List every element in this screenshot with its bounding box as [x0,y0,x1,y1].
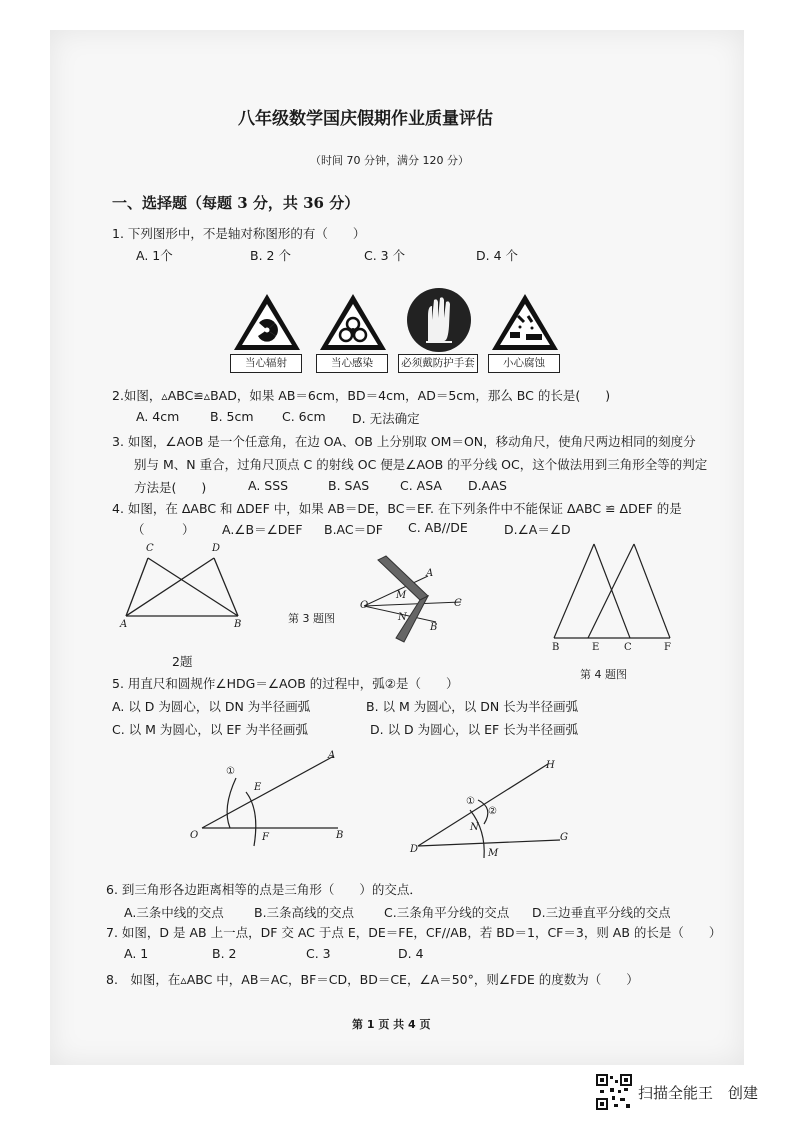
q5-left-label-b: B [336,830,344,841]
q2-option-a: A. 4cm [136,409,180,424]
q3-option-b: B. SAS [328,478,370,493]
q5-option-b: B. 以 M 为圆心，以 DN 长为半径画弧 [366,699,579,714]
q4-option-d: D.∠A＝∠D [504,522,571,537]
q2-label-a: A [120,619,128,630]
q5-right-arc-1: ① [466,796,475,807]
q5-right-label-n: N [470,822,479,833]
q5-left-label-a: A [328,750,336,761]
q6-option-d: D.三边垂直平分线的交点 [532,905,671,920]
q5-left-arc-1: ① [226,766,235,777]
q5-left-figure [186,748,356,848]
q3-label-n: N [398,612,407,623]
question-2: 2.如图，▵ABC≌▵BAD，如果 AB＝6cm，BD＝4cm，AD＝5cm，那么 BC 的长是( ) [112,388,611,403]
exam-title: 八年级数学国庆假期作业质量评估 [238,109,493,129]
q5-option-a: A. 以 D 为圆心，以 DN 为半径画弧 [112,699,311,714]
sign-label: 当心辐射 [230,354,302,373]
q5-option-d: D. 以 D 为圆心，以 EF 长为半径画弧 [370,722,579,737]
q4-figure [548,538,678,646]
q5-option-c: C. 以 M 为圆心，以 EF 为半径画弧 [112,722,308,737]
q3-label-b: B [430,622,438,633]
q4-option-c: C. AB//DE [408,520,468,535]
q2-option-c: C. 6cm [282,409,326,424]
gloves-icon [404,286,474,354]
question-1: 1. 下列图形中，不是轴对称图形的有（ ） [112,226,366,241]
q3-option-c: C. ASA [400,478,442,493]
q5-left-label-o: O [190,830,199,841]
q1-option-c: C. 3 个 [364,248,406,263]
q3-figure-caption: 第 3 题图 [288,612,335,625]
q4-label-b: B [552,642,560,653]
q7-option-d: D. 4 [398,946,424,961]
q4-figure-caption: 第 4 题图 [580,668,627,681]
sign-label: 小心腐蚀 [488,354,560,373]
radiation-sign [232,292,302,377]
question-4-line-1: 4. 如图，在 ΔABC 和 ΔDEF 中，如果 AB＝DE，BC＝EF. 在下列条件中不能保证 ΔABC ≌ ΔDEF 的是 [112,501,682,516]
question-5: 5. 用直尺和圆规作∠HDG＝∠AOB 的过程中，弧②是（ ） [112,676,459,691]
q7-option-b: B. 2 [212,946,237,961]
question-7: 7. 如图，D 是 AB 上一点，DF 交 AC 于点 E，DE＝FE，CF//AB，若 BD＝1，CF＝3，则 AB 的长是（ ） [106,925,722,940]
q3-label-a: A [426,568,434,579]
scanner-brand: 扫描全能王 创建 [638,1084,759,1102]
q2-figure-caption: 2题 [172,654,193,669]
question-4-line-2: （ ） [132,522,195,537]
q3-label-o: O [360,600,369,611]
q1-option-b: B. 2 个 [250,248,291,263]
q5-right-label-h: H [546,760,555,771]
q3-option-a: A. SSS [248,478,289,493]
corrosion-sign [490,292,560,377]
sign-label: 当心感染 [316,354,388,373]
question-3-line-3: 方法是( ) [134,480,207,495]
question-6: 6. 到三角形各边距离相等的点是三角形（ ）的交点． [106,882,422,897]
radiation-icon [232,292,302,354]
q2-label-d: D [212,543,221,554]
question-8: 8. 如图，在▵ABC 中，AB＝AC，BF＝CD，BD＝CE，∠A＝50°，则∠FDE 的度数为（ ） [106,972,639,987]
q5-left-label-e: E [254,782,262,793]
q2-label-b: B [234,619,242,630]
q1-option-a: A. 1个 [136,248,173,263]
q7-option-a: A. 1 [124,946,149,961]
q2-label-c: C [146,543,154,554]
biohazard-sign [318,292,388,377]
qr-code-icon [596,1074,632,1110]
q4-label-c: C [624,642,632,653]
q5-right-label-m: M [488,848,499,859]
page-number: 第 1 页 共 4 页 [352,1018,431,1031]
gloves-sign [401,286,480,371]
q4-option-b: B.AC＝DF [324,522,383,537]
section-title: 一、选择题（每题 3 分，共 36 分） [112,194,360,212]
q5-right-label-g: G [560,832,568,843]
q6-option-a: A.三条中线的交点 [124,905,224,920]
q5-right-arc-2: ② [488,806,497,817]
biohazard-icon [318,292,388,354]
q2-option-d: D. 无法确定 [352,411,420,426]
q6-option-b: B.三条高线的交点 [254,905,355,920]
q6-option-c: C.三条角平分线的交点 [384,905,510,920]
q5-left-label-f: F [262,832,269,843]
q4-label-e: E [592,642,600,653]
q7-option-c: C. 3 [306,946,331,961]
q1-option-d: D. 4 个 [476,248,518,263]
q3-label-m: M [396,590,407,601]
question-3-line-1: 3. 如图，∠AOB 是一个任意角，在边 OA、OB 上分别取 OM＝ON，移动角尺，使角尺两边相同的刻度分 [112,434,696,449]
q3-figure [356,546,466,646]
q4-label-f: F [664,642,671,653]
q4-option-a: A.∠B＝∠DEF [222,522,303,537]
q3-label-c: C [454,598,462,609]
q2-option-b: B. 5cm [210,409,254,424]
corrosion-icon [490,292,560,354]
q3-option-d: D.AAS [468,478,507,493]
question-3-line-2: 别与 M、N 重合，过角尺顶点 C 的射线 OC 便是∠AOB 的平分线 OC，这个做法用到三角形全等的判定 [134,457,708,472]
exam-subtitle: （时间 70 分钟，满分 120 分） [310,154,469,167]
q5-right-label-d: D [410,844,419,855]
sign-label: 必须戴防护手套 [398,354,478,373]
